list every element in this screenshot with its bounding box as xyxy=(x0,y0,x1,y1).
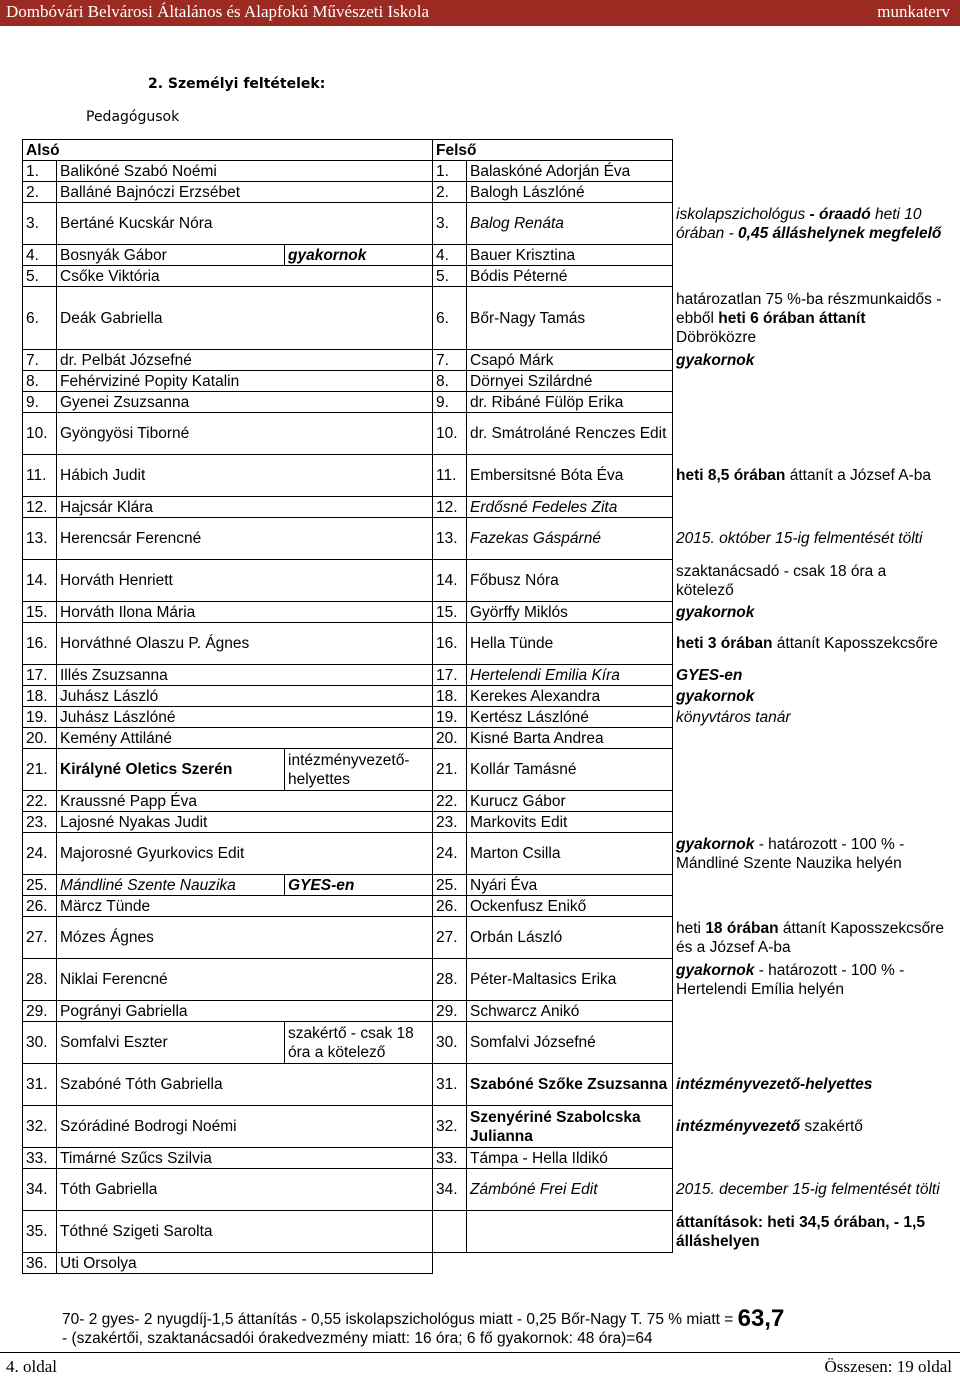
lower-teacher-note: szakértő - csak 18 óra a kötelező xyxy=(285,1022,433,1064)
table-row xyxy=(23,1253,951,1274)
lower-teacher-name: Majorosné Gyurkovics Edit xyxy=(57,833,433,875)
table-row xyxy=(23,371,951,392)
section-subtitle: Pedagógusok xyxy=(86,109,180,125)
upper-teacher-name: Nyári Éva xyxy=(467,875,673,896)
table-row xyxy=(23,896,951,917)
lower-number: 28. xyxy=(23,959,57,1001)
upper-teacher-name: Hertelendi Emilia Kíra xyxy=(467,665,673,686)
table-row xyxy=(23,392,951,413)
upper-number: 11. xyxy=(433,455,467,497)
upper-number: 10. xyxy=(433,413,467,455)
lower-number: 3. xyxy=(23,203,57,245)
upper-number: 21. xyxy=(433,749,467,791)
table-row xyxy=(23,350,951,371)
lower-number: 34. xyxy=(23,1169,57,1211)
upper-teacher-name: Kurucz Gábor xyxy=(467,791,673,812)
lower-teacher-name: Bertáné Kucskár Nóra xyxy=(57,203,433,245)
upper-number: 15. xyxy=(433,602,467,623)
lower-teacher-name: Pogrányi Gabriella xyxy=(57,1001,433,1022)
section-title: 2. Személyi feltételek: xyxy=(148,76,326,92)
upper-teacher-note xyxy=(673,266,951,287)
summary-text: 70- 2 gyes- 2 nyugdíj-1,5 áttanítás - 0,55 iskolapszichológus miatt - 0,25 Bőr-Nagy T. 75 % miatt = xyxy=(62,1311,738,1328)
upper-teacher-note xyxy=(673,455,951,497)
lower-teacher-name: Fehérviziné Popity Katalin xyxy=(57,371,433,392)
upper-teacher-note xyxy=(673,896,951,917)
lower-teacher-name: Illés Zsuzsanna xyxy=(57,665,433,686)
upper-teacher-note xyxy=(673,1253,951,1274)
note-segment: áttanít Kaposszekcsőre xyxy=(772,635,938,652)
upper-number: 31. xyxy=(433,1064,467,1106)
table-row xyxy=(23,266,951,287)
note-segment: gyakornok xyxy=(676,961,755,979)
table-row xyxy=(23,917,951,959)
note-segment: heti 10 órában - xyxy=(676,205,922,242)
lower-teacher-name: Mándliné Szente Nauzika xyxy=(57,875,285,896)
lower-teacher-name: Juhász Lászlóné xyxy=(57,707,433,728)
table-row xyxy=(23,245,951,266)
lower-number: 23. xyxy=(23,812,57,833)
upper-teacher-name: Ockenfusz Enikő xyxy=(467,896,673,917)
upper-teacher-name: Kollár Tamásné xyxy=(467,749,673,791)
note-segment: iskolapszichológus xyxy=(676,205,806,223)
teachers-table xyxy=(22,139,951,1274)
table-row xyxy=(23,1001,951,1022)
lower-number: 20. xyxy=(23,728,57,749)
upper-teacher-name: Szenyériné Szabolcska Julianna xyxy=(467,1106,673,1148)
upper-teacher-name: Györffy Miklós xyxy=(467,602,673,623)
upper-teacher-note xyxy=(673,917,951,959)
note-segment: szakértő xyxy=(800,1118,863,1135)
lower-teacher-name: Szabóné Tóth Gabriella xyxy=(57,1064,433,1106)
upper-teacher-name: Szabóné Szőke Zsuzsanna xyxy=(467,1064,673,1106)
upper-number: 19. xyxy=(433,707,467,728)
lower-number: 11. xyxy=(23,455,57,497)
upper-teacher-note xyxy=(673,203,951,245)
lower-number: 5. xyxy=(23,266,57,287)
note-segment: heti 3 órában xyxy=(676,635,773,652)
table-row xyxy=(23,707,951,728)
lower-number: 29. xyxy=(23,1001,57,1022)
lower-number: 10. xyxy=(23,413,57,455)
lower-teacher-name: Tóthné Szigeti Sarolta xyxy=(57,1211,433,1253)
upper-number: 14. xyxy=(433,560,467,602)
upper-number: 25. xyxy=(433,875,467,896)
upper-number: 16. xyxy=(433,623,467,665)
lower-number: 9. xyxy=(23,392,57,413)
upper-teacher-name: Bódis Péterné xyxy=(467,266,673,287)
upper-teacher-name: Támpa - Hella Ildikó xyxy=(467,1148,673,1169)
lower-teacher-name: Märcz Tünde xyxy=(57,896,433,917)
note-segment: áttanít a József A-ba xyxy=(785,467,932,484)
upper-teacher-note xyxy=(673,392,951,413)
note-segment: intézményvezető xyxy=(676,1118,801,1135)
upper-number: 29. xyxy=(433,1001,467,1022)
lower-number: 7. xyxy=(23,350,57,371)
upper-teacher-name: Embersitsné Bóta Éva xyxy=(467,455,673,497)
header-lower: Alsó xyxy=(23,140,433,161)
lower-teacher-name: Timárné Szűcs Szilvia xyxy=(57,1148,433,1169)
upper-teacher-name: Bauer Krisztina xyxy=(467,245,673,266)
upper-number: 30. xyxy=(433,1022,467,1064)
lower-teacher-name: Gyenei Zsuzsanna xyxy=(57,392,433,413)
note-segment: határozatlan 75 %-ba részmunkaidős - ebből xyxy=(676,290,942,327)
lower-number: 17. xyxy=(23,665,57,686)
upper-number: 2. xyxy=(433,182,467,203)
page-total: Összesen: 19 oldal xyxy=(824,1357,952,1376)
upper-teacher-name: Balog Renáta xyxy=(467,203,673,245)
upper-teacher-name: Orbán László xyxy=(467,917,673,959)
upper-teacher-name xyxy=(467,1211,673,1253)
note-segment: gyakornok xyxy=(676,835,755,853)
upper-number: 7. xyxy=(433,350,467,371)
table-row xyxy=(23,560,951,602)
upper-teacher-note xyxy=(673,161,951,182)
table-row xyxy=(23,875,951,896)
upper-teacher-name: Schwarcz Anikó xyxy=(467,1001,673,1022)
lower-teacher-note: intézményvezető-helyettes xyxy=(285,749,433,791)
lower-teacher-name: Horváthné Olaszu P. Ágnes xyxy=(57,623,433,665)
lower-teacher-name: Hajcsár Klára xyxy=(57,497,433,518)
upper-teacher-note xyxy=(673,959,951,1001)
upper-teacher-note xyxy=(673,287,951,350)
table-row xyxy=(23,602,951,623)
upper-teacher-note xyxy=(673,413,951,455)
lower-teacher-name: Deák Gabriella xyxy=(57,287,433,350)
upper-teacher-name: Markovits Edit xyxy=(467,812,673,833)
upper-teacher-name: dr. Smátroláné Renczes Edit xyxy=(467,413,673,455)
note-segment: - határozott - 100 % - Mándliné Szente Nauzika helyén xyxy=(676,835,905,872)
upper-number: 4. xyxy=(433,245,467,266)
upper-teacher-name: Főbusz Nóra xyxy=(467,560,673,602)
upper-number: 17. xyxy=(433,665,467,686)
note-segment: heti 6 órában áttanít xyxy=(718,309,866,327)
table-row xyxy=(23,1169,951,1211)
lower-teacher-name: Balláné Bajnóczi Erzsébet xyxy=(57,182,433,203)
table-row xyxy=(23,413,951,455)
note-segment: - határozott - 100 % - Hertelendi Emília helyén xyxy=(676,961,905,998)
lower-number: 33. xyxy=(23,1148,57,1169)
upper-teacher-name: Dörnyei Szilárdné xyxy=(467,371,673,392)
upper-number: 12. xyxy=(433,497,467,518)
upper-number: 23. xyxy=(433,812,467,833)
upper-teacher-note: könyvtáros tanár xyxy=(676,708,791,726)
upper-teacher-note: 2015. október 15-ig felmentését tölti xyxy=(676,530,923,547)
page-number: 4. oldal xyxy=(6,1357,57,1376)
upper-teacher-note: gyakornok xyxy=(676,351,755,369)
upper-number: 6. xyxy=(433,287,467,350)
note-segment: 18 órában xyxy=(705,919,779,937)
upper-teacher-name: Kerekes Alexandra xyxy=(467,686,673,707)
lower-teacher-name: Niklai Ferencné xyxy=(57,959,433,1001)
upper-teacher-note xyxy=(673,749,951,791)
lower-number: 36. xyxy=(23,1253,57,1274)
note-segment: heti 8,5 órában xyxy=(676,467,786,484)
table-row xyxy=(23,1106,951,1148)
lower-teacher-note: GYES-en xyxy=(285,875,433,896)
document-header xyxy=(0,0,960,26)
upper-teacher-note xyxy=(673,497,951,518)
upper-number: 18. xyxy=(433,686,467,707)
upper-teacher-note: szaktanácsadó - csak 18 óra a kötelező xyxy=(676,562,887,599)
lower-number: 15. xyxy=(23,602,57,623)
upper-teacher-name: Somfalvi Józsefné xyxy=(467,1022,673,1064)
upper-teacher-note xyxy=(673,791,951,812)
summary-line-1 xyxy=(62,1303,784,1331)
table-row xyxy=(23,455,951,497)
lower-number: 35. xyxy=(23,1211,57,1253)
upper-number: 1. xyxy=(433,161,467,182)
upper-teacher-note xyxy=(673,812,951,833)
table-row xyxy=(23,623,951,665)
lower-number: 30. xyxy=(23,1022,57,1064)
upper-teacher-name: Bőr-Nagy Tamás xyxy=(467,287,673,350)
lower-teacher-name: Gyöngyösi Tiborné xyxy=(57,413,433,455)
table-row xyxy=(23,812,951,833)
lower-number: 2. xyxy=(23,182,57,203)
lower-number: 14. xyxy=(23,560,57,602)
upper-teacher-note: gyakornok xyxy=(676,687,755,705)
upper-teacher-note: intézményvezető-helyettes xyxy=(676,1076,873,1093)
upper-teacher-note xyxy=(673,1022,951,1064)
upper-teacher-note xyxy=(673,875,951,896)
lower-teacher-name: Tóth Gabriella xyxy=(57,1169,433,1211)
upper-teacher-note xyxy=(673,1001,951,1022)
upper-number: 22. xyxy=(433,791,467,812)
table-row xyxy=(23,1022,951,1064)
school-name: Dombóvári Belvárosi Általános és Alapfokú Művészeti Iskola xyxy=(6,2,430,21)
upper-teacher-note: áttanítások: heti 34,5 órában, - 1,5 álláshelyen xyxy=(676,1213,925,1250)
upper-teacher-name: Erdősné Fedeles Zita xyxy=(467,497,673,518)
upper-number: 32. xyxy=(433,1106,467,1148)
upper-number: 27. xyxy=(433,917,467,959)
lower-teacher-name: Herencsár Ferencné xyxy=(57,518,433,560)
table-row xyxy=(23,833,951,875)
upper-number: 26. xyxy=(433,896,467,917)
note-segment: Döbröközre xyxy=(676,328,757,346)
upper-teacher-name: Péter-Maltasics Erika xyxy=(467,959,673,1001)
lower-teacher-name: Uti Orsolya xyxy=(57,1253,433,1274)
lower-number: 25. xyxy=(23,875,57,896)
table-row xyxy=(23,959,951,1001)
lower-number: 18. xyxy=(23,686,57,707)
lower-number: 31. xyxy=(23,1064,57,1106)
note-segment: heti xyxy=(676,919,706,937)
lower-teacher-name: Bosnyák Gábor xyxy=(57,245,285,266)
lower-number: 13. xyxy=(23,518,57,560)
lower-number: 26. xyxy=(23,896,57,917)
note-segment: - óraadó xyxy=(805,205,871,223)
upper-teacher-name: Balogh Lászlóné xyxy=(467,182,673,203)
lower-number: 24. xyxy=(23,833,57,875)
lower-teacher-name: Horváth Ilona Mária xyxy=(57,602,433,623)
lower-number: 19. xyxy=(23,707,57,728)
upper-teacher-name: Hella Tünde xyxy=(467,623,673,665)
upper-number xyxy=(433,1211,467,1253)
table-row xyxy=(23,728,951,749)
table-row xyxy=(23,518,951,560)
lower-number: 6. xyxy=(23,287,57,350)
upper-teacher-note xyxy=(673,371,951,392)
summary-total: 63,7 xyxy=(737,1305,785,1332)
upper-teacher-name: Balaskóné Adorján Éva xyxy=(467,161,673,182)
upper-teacher-note xyxy=(673,182,951,203)
upper-number: 20. xyxy=(433,728,467,749)
upper-teacher-name: Kisné Barta Andrea xyxy=(467,728,673,749)
summary-line-2: - (szakértői, szaktanácsadói órakedvezmény miatt: 16 óra; 6 fő gyakornok: 48 óra)=64 xyxy=(62,1330,653,1347)
upper-number: 5. xyxy=(433,266,467,287)
upper-teacher-name xyxy=(467,1253,673,1274)
upper-number: 9. xyxy=(433,392,467,413)
upper-number: 3. xyxy=(433,203,467,245)
lower-teacher-name: Kemény Attiláné xyxy=(57,728,433,749)
document-footer xyxy=(0,1352,960,1376)
table-row xyxy=(23,497,951,518)
lower-number: 12. xyxy=(23,497,57,518)
document-type: munkaterv xyxy=(877,2,950,21)
table-row xyxy=(23,287,951,350)
upper-teacher-note: gyakornok xyxy=(676,603,755,621)
lower-teacher-name: Mózes Ágnes xyxy=(57,917,433,959)
lower-number: 4. xyxy=(23,245,57,266)
lower-teacher-name: Lajosné Nyakas Judit xyxy=(57,812,433,833)
upper-number: 28. xyxy=(433,959,467,1001)
lower-teacher-name: Juhász László xyxy=(57,686,433,707)
upper-teacher-name: Kertész Lászlóné xyxy=(467,707,673,728)
table-row xyxy=(23,686,951,707)
upper-teacher-note xyxy=(673,728,951,749)
upper-number xyxy=(433,1253,467,1274)
lower-teacher-note: gyakornok xyxy=(285,245,433,266)
upper-teacher-note xyxy=(673,623,951,665)
upper-teacher-note xyxy=(673,1148,951,1169)
table-header-row xyxy=(23,140,951,161)
upper-teacher-name: dr. Ribáné Fülöp Erika xyxy=(467,392,673,413)
note-segment: 0,45 álláshelynek megfelelő xyxy=(738,224,942,242)
note-segment: áttanít Kaposszekcsőre és a József A-ba xyxy=(676,919,944,956)
lower-teacher-name: Szórádiné Bodrogi Noémi xyxy=(57,1106,433,1148)
upper-number: 8. xyxy=(433,371,467,392)
upper-teacher-name: Zámbóné Frei Edit xyxy=(467,1169,673,1211)
table-row xyxy=(23,1211,951,1253)
lower-teacher-name: Somfalvi Eszter xyxy=(57,1022,285,1064)
upper-number: 13. xyxy=(433,518,467,560)
lower-number: 16. xyxy=(23,623,57,665)
upper-number: 33. xyxy=(433,1148,467,1169)
lower-teacher-name: Hábich Judit xyxy=(57,455,433,497)
lower-number: 22. xyxy=(23,791,57,812)
lower-teacher-name: Horváth Henriett xyxy=(57,560,433,602)
table-row xyxy=(23,203,951,245)
upper-teacher-name: Marton Csilla xyxy=(467,833,673,875)
upper-teacher-note xyxy=(673,245,951,266)
lower-teacher-name: Királyné Oletics Szerén xyxy=(57,749,285,791)
upper-teacher-note: 2015. december 15-ig felmentését tölti xyxy=(676,1181,940,1198)
lower-teacher-name: Csőke Viktória xyxy=(57,266,433,287)
lower-number: 8. xyxy=(23,371,57,392)
lower-teacher-name: dr. Pelbát Józsefné xyxy=(57,350,433,371)
lower-number: 21. xyxy=(23,749,57,791)
lower-teacher-name: Balikóné Szabó Noémi xyxy=(57,161,433,182)
upper-teacher-note xyxy=(673,833,951,875)
lower-number: 1. xyxy=(23,161,57,182)
table-row xyxy=(23,161,951,182)
header-upper: Felső xyxy=(433,140,673,161)
table-row xyxy=(23,665,951,686)
lower-number: 27. xyxy=(23,917,57,959)
upper-number: 24. xyxy=(433,833,467,875)
lower-teacher-name: Kraussné Papp Éva xyxy=(57,791,433,812)
table-row xyxy=(23,791,951,812)
upper-teacher-note: GYES-en xyxy=(676,666,743,684)
upper-teacher-name: Csapó Márk xyxy=(467,350,673,371)
table-row xyxy=(23,182,951,203)
table-row xyxy=(23,1064,951,1106)
upper-teacher-name: Fazekas Gáspárné xyxy=(467,518,673,560)
upper-teacher-note xyxy=(673,1106,951,1148)
lower-number: 32. xyxy=(23,1106,57,1148)
table-row xyxy=(23,749,951,791)
table-row xyxy=(23,1148,951,1169)
header-empty xyxy=(673,140,951,161)
upper-number: 34. xyxy=(433,1169,467,1211)
